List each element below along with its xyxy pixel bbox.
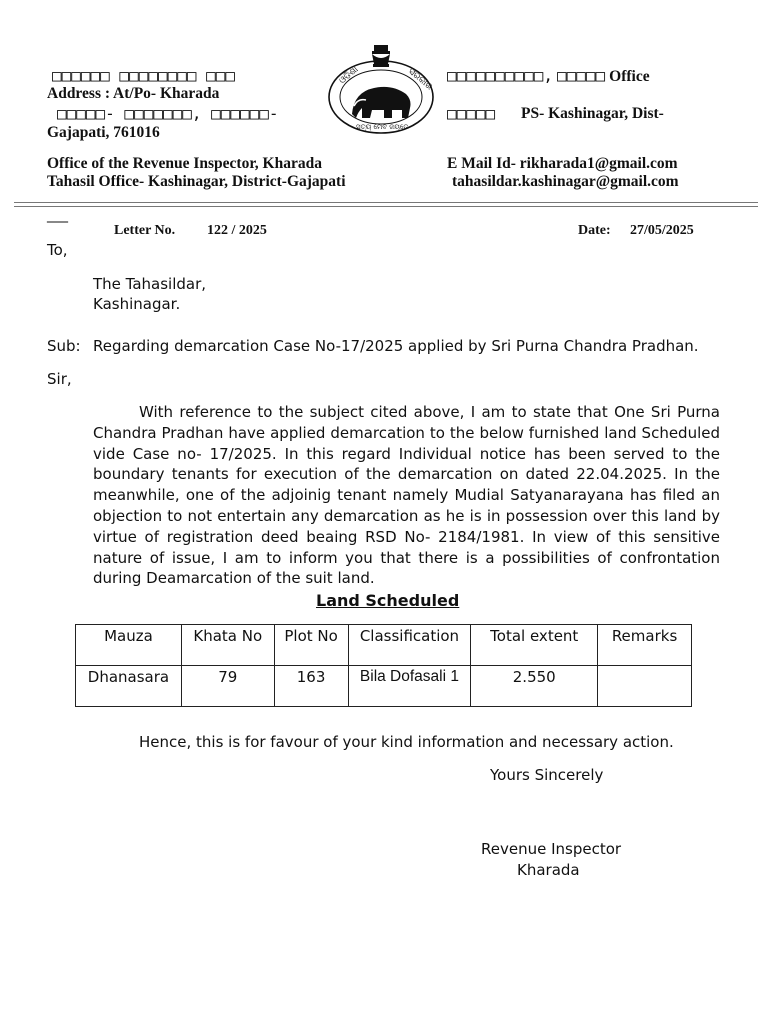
salutation: Sir,	[47, 370, 72, 388]
letter-no-label: Letter No.	[114, 223, 176, 238]
land-schedule-table	[75, 624, 692, 707]
emblem-left-text: ଓଡ଼ିଶା	[337, 64, 361, 87]
letter-no-value: 122 / 2025	[207, 223, 267, 238]
header-plot-no: Plot No	[274, 625, 348, 666]
odisha-emblem	[322, 42, 440, 134]
header-divider-1	[14, 202, 758, 203]
emblem-graphic	[322, 42, 440, 134]
header-classification: Classification	[348, 625, 471, 666]
cell-total-extent: 2.550	[471, 666, 598, 707]
email-2: tahasildar.kashinagar@gmail.com	[452, 173, 679, 190]
odia-office-title: □□□□□□ □□□□□□□□ □□□	[52, 66, 236, 85]
to-label: To,	[47, 241, 68, 259]
address-line-3: Gajapati, 761016	[47, 124, 160, 141]
addressee-line-2: Kashinagar.	[93, 295, 181, 313]
emblem-bottom-text: ସତ୍ୟ ମେବ ଜୟତେ	[356, 123, 409, 131]
signature-place: Kharada	[517, 861, 580, 879]
cell-classification: Bila Dofasali 1	[348, 666, 471, 707]
ps-line: PS- Kashinagar, Dist-	[521, 105, 664, 122]
cell-plot-no: 163	[274, 666, 348, 707]
odia-address-line-2: □□□□□- □□□□□□□, □□□□□□-	[57, 104, 279, 123]
signature-designation: Revenue Inspector	[481, 840, 622, 858]
header-khata-no: Khata No	[181, 625, 274, 666]
date-value: 27/05/2025	[630, 223, 694, 238]
table-title: Land Scheduled	[316, 591, 460, 610]
table-row	[76, 666, 692, 707]
odia-ps-label: □□□□□	[447, 104, 496, 123]
date-label: Date:	[578, 223, 611, 238]
yours-sincerely: Yours Sincerely	[490, 766, 604, 784]
closing-line: Hence, this is for favour of your kind information and necessary action.	[139, 733, 674, 751]
cell-remarks	[598, 666, 692, 707]
subject-text: Regarding demarcation Case No-17/2025 applied by Sri Purna Chandra Pradhan.	[93, 337, 699, 355]
header-divider-2	[14, 206, 758, 207]
header-total-extent: Total extent	[471, 625, 598, 666]
table-header-row	[76, 625, 692, 666]
addressee-line-1: The Tahasildar,	[93, 275, 207, 293]
office-left-1: Office of the Revenue Inspector, Kharada	[47, 155, 322, 172]
office-word: Office	[609, 68, 650, 85]
subject-label: Sub:	[47, 337, 81, 355]
cell-mauza: Dhanasara	[76, 666, 182, 707]
header-right-line-1	[447, 66, 650, 86]
office-left-2: Tahasil Office- Kashinagar, District-Gajapati	[47, 173, 346, 190]
address-line-1: Address : At/Po- Kharada	[47, 85, 220, 102]
header-remarks: Remarks	[598, 625, 692, 666]
underline-dash: ___	[47, 207, 68, 223]
odia-tahasil-label-2: □□□□□	[556, 66, 606, 85]
odia-tahasil-label: □□□□□□□□□□,	[447, 66, 553, 85]
emblem-right-text: ସରକାର	[406, 66, 435, 93]
header-mauza: Mauza	[76, 625, 182, 666]
email-1: E Mail Id- rikharada1@gmail.com	[447, 155, 678, 172]
body-paragraph: With reference to the subject cited above, I am to state that One Sri Purna Chandra Pradhan have applied demarcation to the below furnished land Scheduled vide Case no- 17/2025. In this regard Individual notice has been served to the boundary tenants for execution of the demarcation on dated 22.04.2025. In the meanwhile, one of the adjoinig tenant namely Mudial Satyanarayana has filed an objection to not entertain any demarcation as he is in possession over this land by virtue of registration deed beaing RSD No- 2184/1981. In view of this sensitive nature of issue, I am to inform you that there is a possibilities of confrontation during Deamarcation of the suit land.	[93, 403, 720, 588]
cell-khata-no: 79	[181, 666, 274, 707]
